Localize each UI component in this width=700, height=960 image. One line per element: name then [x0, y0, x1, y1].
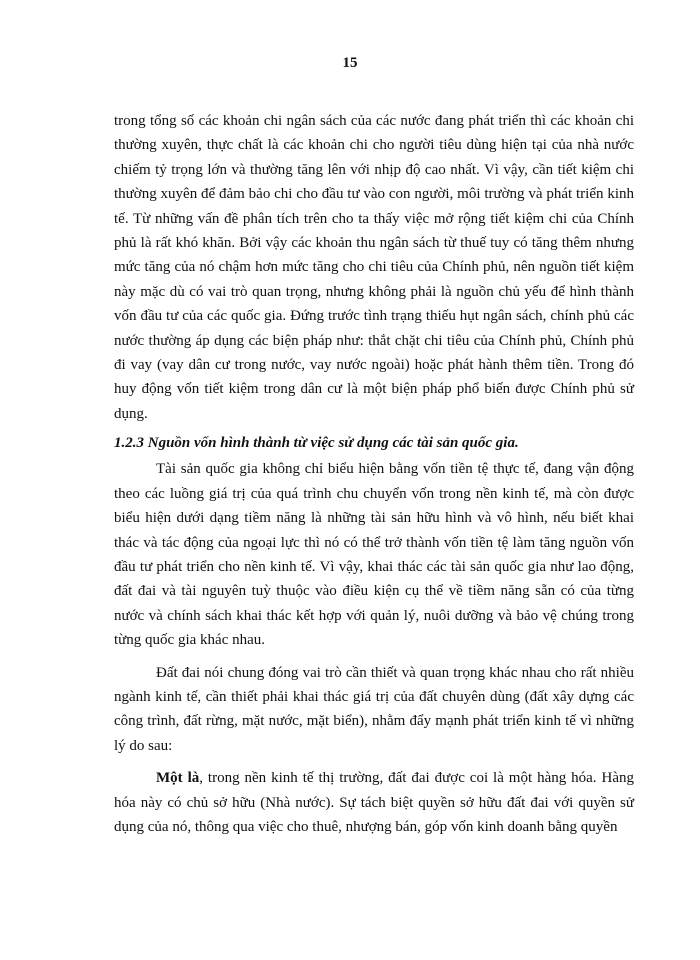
paragraph-1: trong tổng số các khoản chi ngân sách của các nước đang phát triển thì các khoản chi thường xuyên, thực chất là các khoản chi cho người tiêu dùng hiện tại của nhà nước chiếm tỷ trọng lớn và thường tăng lên với nhịp độ cao nhất. Vì vậy, cần tiết kiệm chi thường xuyên để đảm bảo chi cho đầu tư vào con người, môi trường và phát triển kinh tế. Từ những vấn đề phân tích trên cho ta thấy việc mở rộng tiết kiệm chi của Chính phủ là rất khó khăn. Bởi vậy các khoản thu ngân sách từ thuế tuy có tăng thêm nhưng mức tăng của nó chậm hơn mức tăng cho chi tiêu của Chính phủ, nên nguồn tiết kiệm này mặc dù có vai trò quan trọng, nhưng không phải là nguồn chủ yếu để hình thành vốn đầu tư của các quốc gia. Đứng trước tình trạng thiếu hụt ngân sách, chính phủ các nước thường áp dụng các biện pháp như: thắt chặt chi tiêu của Chính phủ, Chính phủ đi vay (vay dân cư trong nước, vay nước ngoài) hoặc phát hành thêm tiền. Trong đó huy động vốn tiết kiệm trong dân cư là một biện pháp phổ biến được Chính phủ sử dụng. [114, 113, 634, 422]
paragraph-3: Đất đai nói chung đóng vai trò cần thiết và quan trọng khác nhau cho rất nhiều ngành kinh tế, cần thiết phải khai thác giá trị của đất chuyên dùng (đất xây dựng các công trình, đất rừng, mặt nước, mặt biển), nhằm đẩy mạnh phát triển kinh tế vì những lý do sau: [114, 664, 634, 754]
paragraph-4-text: , trong nền kinh tế thị trường, đất đai được coi là một hàng hóa. Hàng hóa này có chủ sở hữu (Nhà nước). Sự tách biệt quyền sở hữu đất đai với quyền sử dụng của nó, thông qua việc cho thuê, nhượng bán, góp vốn kinh doanh bằng quyền [114, 770, 634, 835]
paragraph-4 [114, 766, 634, 839]
paragraph-2: Tài sản quốc gia không chỉ biểu hiện bằng vốn tiền tệ thực tế, đang vận động theo các luồng giá trị của quá trình chu chuyển vốn trong nền kinh tế, mà còn được biểu hiện dưới dạng tiềm năng là những tài sản hữu hình và vô hình, nếu biết khai thác và tác động của ngoại lực thì nó có thể trở thành vốn tiền tệ làm tăng nguồn vốn đầu tư phát triển cho nền kinh tế. Vì vậy, khai thác các tài sản quốc gia như lao động, đất đai và tài nguyên tuỳ thuộc vào điều kiện cụ thể về tiềm năng sẵn có của từng nước và chính sách khai thác kết hợp với quản lý, nuôi dưỡng và bảo vệ chúng trong từng quốc gia khác nhau. [114, 461, 634, 649]
section-heading: 1.2.3 Nguồn vốn hình thành từ việc sử dụng các tài sản quốc gia. [114, 435, 519, 452]
paragraph-4-lead: Một là [156, 770, 200, 787]
page-number: 15 [342, 55, 358, 71]
body-text [114, 109, 634, 839]
